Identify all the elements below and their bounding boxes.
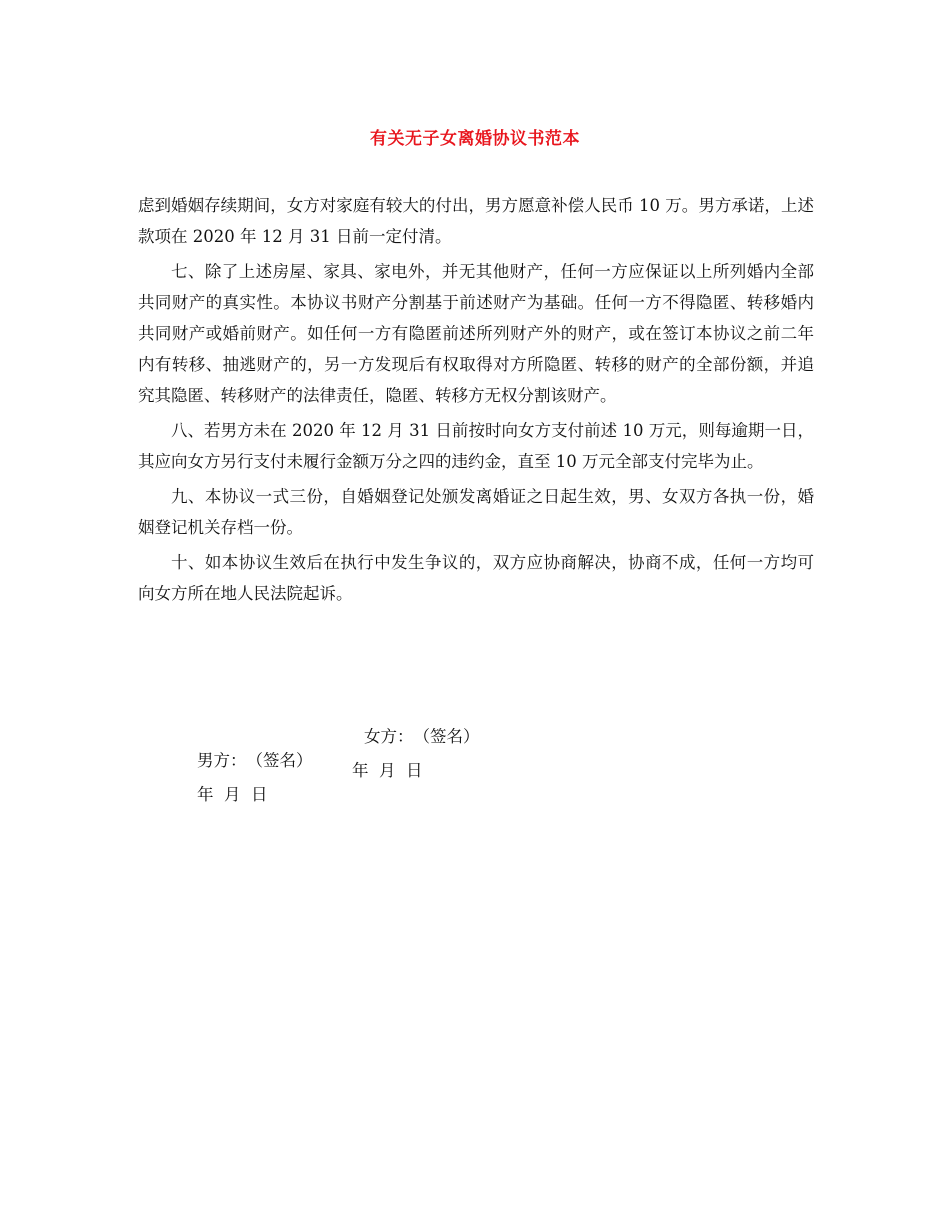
- female-signature-label: 女方： （签名）: [364, 727, 480, 746]
- female-date-label: 年 月 日: [352, 761, 423, 780]
- paragraph-clause-8: 八、若男方未在 2020 年 12 月 31 日前按时向女方支付前述 10 万元，则每逾期一日，其应向女方另行支付未履行金额万分之四的违约金，直至 10 万元全部支付完毕为止。: [138, 421, 814, 471]
- document-title: 有关无子女离婚协议书范本: [370, 129, 580, 149]
- paragraph-clause-9: 九、本协议一式三份，自婚姻登记处颁发离婚证之日起生效，男、女双方各执一份，婚姻登记机关存档一份。: [138, 487, 814, 537]
- paragraph-continuation: 虑到婚姻存续期间，女方对家庭有较大的付出，男方愿意补偿人民币 10 万。男方承诺，上述款项在 2020 年 12 月 31 日前一定付清。: [138, 196, 814, 246]
- paragraph-clause-7: 七、除了上述房屋、家具、家电外，并无其他财产，任何一方应保证以上所列婚内全部共同财产的真实性。本协议书财产分割基于前述财产为基础。任何一方不得隐匿、转移婚内共同财产或婚前财产。如任何一方有隐匿前述所列财产外的财产，或在签订本协议之前二年内有转移、抽逃财产的，另一方发现后有权取得对方所隐匿、转移的财产的全部份额，并追究其隐匿、转移财产的法律责任，隐匿、转移方无权分割该财产。: [138, 262, 814, 405]
- male-date-label: 年 月 日: [196, 785, 268, 804]
- paragraph-clause-10: 十、如本协议生效后在执行中发生争议的，双方应协商解决，协商不成，任何一方均可向女方所在地人民法院起诉。: [138, 553, 814, 603]
- document-body: [138, 190, 814, 613]
- male-signature-label: 男方： （签名）: [196, 751, 313, 770]
